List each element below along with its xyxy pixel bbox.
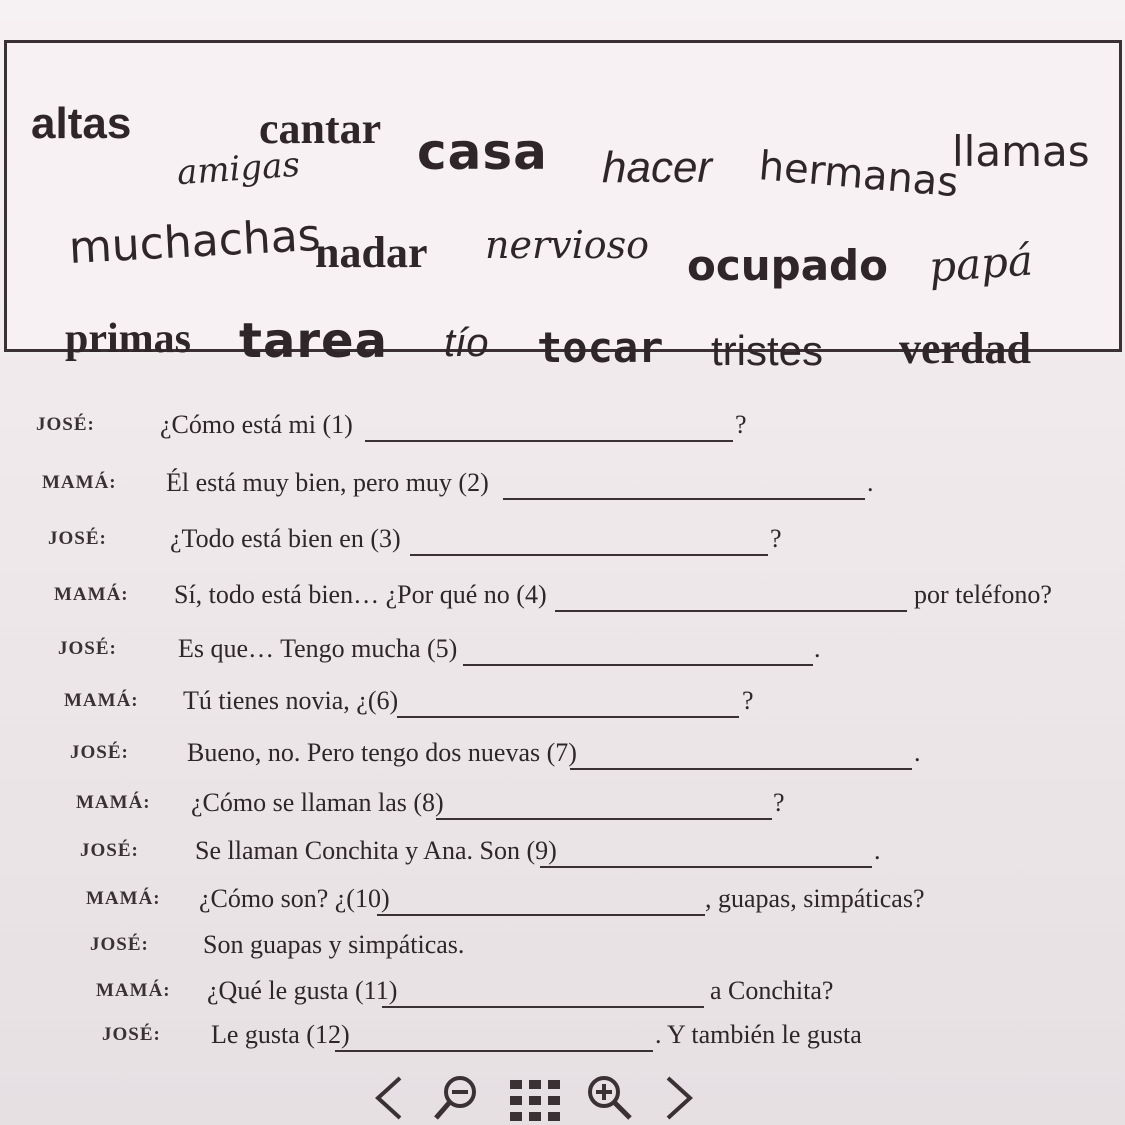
speaker-label: MAMÁ: bbox=[42, 472, 117, 493]
dialogue-text: ¿Qué le gusta (11) bbox=[207, 976, 398, 1005]
viewer-toolbar bbox=[360, 1072, 710, 1125]
speaker-label: MAMÁ: bbox=[96, 980, 171, 1001]
dialogue-text: ¿Cómo está mi (1) bbox=[160, 410, 353, 439]
speaker-label: MAMÁ: bbox=[86, 888, 161, 909]
answer-blank[interactable] bbox=[397, 694, 739, 718]
dialogue-text-after: a Conchita? bbox=[710, 976, 834, 1005]
word-bank-item: tío bbox=[444, 321, 489, 365]
dialogue-text-after: , guapas, simpáticas? bbox=[705, 884, 925, 913]
word-bank-item: papá bbox=[927, 235, 1035, 292]
dialogue-line bbox=[0, 1020, 1125, 1060]
dialogue-line bbox=[0, 976, 1125, 1016]
speaker-label: MAMÁ: bbox=[64, 690, 139, 711]
speaker-label: JOSÉ: bbox=[48, 528, 107, 549]
zoom-in-icon[interactable] bbox=[586, 1072, 642, 1122]
speaker-label: JOSÉ: bbox=[80, 840, 139, 861]
dialogue-line bbox=[0, 468, 1125, 508]
zoom-out-icon[interactable] bbox=[430, 1072, 486, 1122]
dialogue-text: Bueno, no. Pero tengo dos nuevas (7) bbox=[187, 738, 577, 767]
answer-blank[interactable] bbox=[570, 746, 912, 770]
dialogue-text-after: . bbox=[914, 738, 921, 767]
word-bank-item: tristes bbox=[711, 327, 824, 374]
word-bank-item: casa bbox=[417, 123, 548, 181]
answer-blank[interactable] bbox=[540, 844, 872, 868]
word-bank-item: muchachas bbox=[67, 209, 322, 274]
dialogue-text: Sí, todo está bien… ¿Por qué no (4) bbox=[174, 580, 547, 609]
answer-blank[interactable] bbox=[335, 1028, 653, 1052]
dialogue-line bbox=[0, 686, 1125, 726]
dialogue-line bbox=[0, 634, 1125, 674]
word-bank-item: primas bbox=[65, 316, 191, 362]
word-bank-item: tarea bbox=[239, 313, 388, 369]
speaker-label: MAMÁ: bbox=[76, 792, 151, 813]
word-bank-item: hermanas bbox=[756, 143, 961, 207]
answer-blank[interactable] bbox=[555, 588, 907, 612]
word-bank-item: amigas bbox=[175, 144, 302, 194]
dialogue-text: ¿Cómo se llaman las (8) bbox=[191, 788, 444, 817]
speaker-label: JOSÉ: bbox=[58, 638, 117, 659]
word-bank-item: llamas bbox=[952, 127, 1090, 176]
dialogue-text-after: ? bbox=[742, 686, 754, 715]
dialogue-text: Es que… Tengo mucha (5) bbox=[178, 634, 458, 663]
dialogue-line bbox=[0, 930, 1125, 970]
dialogue-text: Son guapas y simpáticas. bbox=[203, 930, 465, 959]
dialogue-text: Se llaman Conchita y Ana. Son (9) bbox=[195, 836, 557, 865]
dialogue-line bbox=[0, 410, 1125, 450]
speaker-label: JOSÉ: bbox=[36, 414, 95, 435]
answer-blank[interactable] bbox=[365, 418, 733, 442]
answer-blank[interactable] bbox=[377, 892, 705, 916]
dialogue-text: Le gusta (12) bbox=[211, 1020, 350, 1049]
answer-blank[interactable] bbox=[463, 642, 813, 666]
word-bank-item: cantar bbox=[259, 104, 382, 153]
dialogue-text-after: por teléfono? bbox=[914, 580, 1052, 609]
dialogue-line bbox=[0, 836, 1125, 876]
dialogue-line bbox=[0, 788, 1125, 828]
word-bank-item: nervioso bbox=[485, 223, 650, 267]
dialogue-line bbox=[0, 524, 1125, 564]
dialogue-text-after: . Y también le gusta bbox=[655, 1020, 862, 1049]
speaker-label: JOSÉ: bbox=[102, 1024, 161, 1045]
dialogue-line bbox=[0, 738, 1125, 778]
dialogue-text-after: ? bbox=[735, 410, 747, 439]
dialogue-line bbox=[0, 580, 1125, 620]
dialogue-text-after: . bbox=[874, 836, 881, 865]
speaker-label: MAMÁ: bbox=[54, 584, 129, 605]
dialogue-text: Tú tienes novia, ¿(6) bbox=[183, 686, 399, 715]
answer-blank[interactable] bbox=[503, 476, 865, 500]
word-bank-item: altas bbox=[31, 99, 132, 148]
dialogue-line bbox=[0, 884, 1125, 924]
answer-blank[interactable] bbox=[382, 984, 704, 1008]
chevron-left-icon[interactable] bbox=[370, 1072, 410, 1122]
speaker-label: JOSÉ: bbox=[90, 934, 149, 955]
speaker-label: JOSÉ: bbox=[70, 742, 129, 763]
dialogue-text-after: ? bbox=[773, 788, 785, 817]
dialogue-text-after: . bbox=[867, 468, 874, 497]
word-bank-item: ocupado bbox=[687, 241, 888, 290]
dialogue-text: ¿Cómo son? ¿(10) bbox=[199, 884, 390, 913]
word-bank-item: tocar bbox=[537, 323, 664, 372]
answer-blank[interactable] bbox=[410, 532, 768, 556]
word-bank bbox=[4, 40, 1122, 374]
word-bank-item: nadar bbox=[315, 228, 428, 277]
answer-blank[interactable] bbox=[436, 796, 772, 820]
dialogue-text: Él está muy bien, pero muy (2) bbox=[166, 468, 489, 497]
word-bank-item: verdad bbox=[899, 324, 1031, 373]
chevron-right-icon[interactable] bbox=[658, 1072, 698, 1122]
dialogue-text: ¿Todo está bien en (3) bbox=[170, 524, 401, 553]
dialogue-text-after: ? bbox=[770, 524, 782, 553]
word-bank-item: hacer bbox=[602, 143, 713, 192]
grid-icon[interactable] bbox=[508, 1072, 562, 1122]
dialogue-text-after: . bbox=[814, 634, 821, 663]
